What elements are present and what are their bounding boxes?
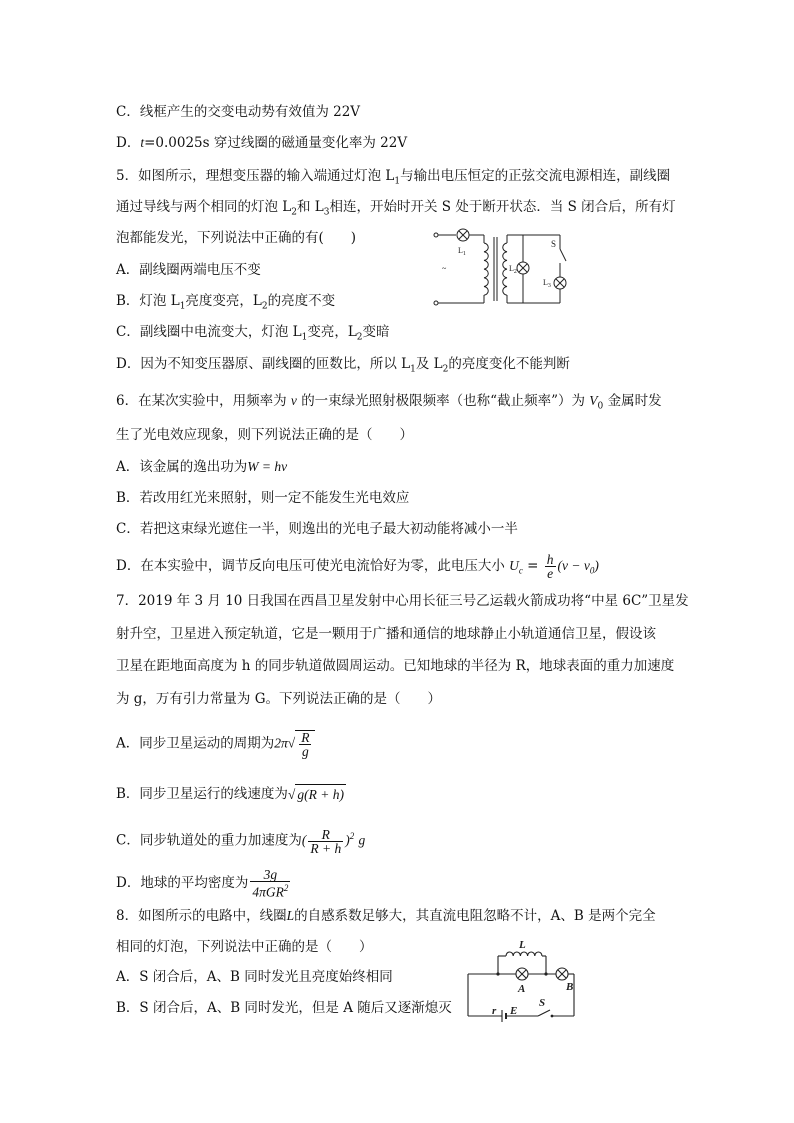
label-l1: $L_1$ xyxy=(458,246,466,257)
q7-option-c: C．同步轨道处的重力加速度为( $\frac{R}{R + h}$ )$^2$ g xyxy=(116,826,366,856)
label-l3: $L_3$ xyxy=(543,278,551,289)
fraction-h-over-e: $\frac{h}{e}$ xyxy=(546,552,554,581)
label-e: E xyxy=(510,1005,518,1017)
q6-option-a: A．该金属的逸出功为W = hν xyxy=(116,459,288,475)
switch-s xyxy=(560,249,566,261)
q7-option-a: A．同步卫星运动的周期为2π√ $\frac{R}{g}$ xyxy=(116,730,315,758)
q4-option-d: D．t=0.0025s 穿过线圈的磁通量变化率为 22V xyxy=(116,135,408,151)
q7-option-b: B．同步卫星运行的线速度为√ g(R + h) xyxy=(116,784,346,805)
q8-stem-line1: 8．如图所示的电路中，线圈L的自感系数足够大，其直流电阻忽略不计，A、B 是两个完全 xyxy=(116,908,656,924)
q5-option-b: B．灯泡 $L_1$亮度变亮，$L_2$的亮度不变 xyxy=(116,293,336,312)
q5-stem-line1: 5．如图所示，理想变压器的输入端通过灯泡 $L_1$与输出电压恒定的正弦交流电源相连，副线圈 xyxy=(116,168,671,187)
q5-option-d: D．因为不知变压器原、副线圈的匝数比，所以 $L_1$及 $L_2$的亮度变化不能判断 xyxy=(116,356,570,375)
q6-stem-line2: 生了光电效应现象，则下列说法正确的是（ ） xyxy=(116,427,413,443)
label-b: B xyxy=(566,981,574,993)
q6-stem-line1: 6．在某次实验中，用频率为 ν 的一束绿光照射极限频率（也称“截止频率”）为 $V_0$ 金属时发 xyxy=(116,393,662,412)
q7-option-d: D．地球的平均密度为 $\frac{3g}{4\pi GR^2}$ xyxy=(116,867,289,900)
q8-option-a: A．S 闭合后，A、B 同时发光且亮度始终相同 xyxy=(116,969,393,985)
q4-option-c: C．线框产生的交变电动势有效值为 22V xyxy=(116,104,361,120)
label-r: r xyxy=(492,1005,497,1017)
sqrt-r-over-g: √ $\frac{R}{g}$ xyxy=(288,730,316,758)
q8-stem-line2: 相同的灯泡，下列说法中正确的是（ ） xyxy=(116,939,373,955)
q6-option-c: C．若把这束绿光遮住一半，则逸出的光电子最大初动能将减小一半 xyxy=(116,521,518,537)
q5-stem-line3: 泡都能发光，下列说法中正确的有( ) xyxy=(116,230,357,246)
inductor-circuit-diagram xyxy=(462,934,582,1022)
sqrt-g-r-plus-h: √ g(R + h) xyxy=(288,784,346,805)
transformer-circuit-diagram xyxy=(432,227,580,309)
q5-option-c: C．副线圈中电流变大，灯泡 $L_1$变亮，$L_2$变暗 xyxy=(116,324,390,343)
q7-stem-line2: 射升空，卫星进入预定轨道，它是一颗用于广播和通信的地球静止小轨道通信卫星，假设该 xyxy=(116,626,656,642)
q5-stem-line2: 通过导线与两个相同的灯泡 $L_2$和 $L_3$相连，开始时开关 S 处于断开状态．当 S 闭合后，所有灯 xyxy=(116,199,676,218)
q8-option-b: B．S 闭合后，A、B 同时发光，但是 A 随后又逐渐熄灭 xyxy=(116,1000,452,1016)
q6-option-d: D．在本实验中，调节反向电压可使光电流恰好为零，此电压大小 $U_c$ = $\frac{h}{e}$ $(\nu - \nu_0)$ xyxy=(116,552,599,581)
inductor-coil xyxy=(506,952,542,956)
q6-option-b: B．若改用红光来照射，则一定不能发生光电效应 xyxy=(116,490,410,506)
fraction-r-over-r-plus-h: $\frac{R}{R + h}$ xyxy=(310,826,342,856)
q7-stem-line4: 为 g，万有引力常量为 G。下列说法正确的是（ ） xyxy=(116,691,442,707)
label-a: A xyxy=(518,983,526,995)
q7-stem-line3: 卫星在距地面高度为 h 的同步轨道做圆周运动。已知地球的半径为 R，地球表面的重力加速度 xyxy=(116,658,675,674)
fraction-density: $\frac{3g}{4\pi GR^2}$ xyxy=(252,867,289,900)
label-s: S xyxy=(551,239,557,249)
label-s: S xyxy=(539,997,546,1009)
ac-source-symbol: ~ xyxy=(442,264,447,273)
label-l2: $L_2$ xyxy=(509,264,517,275)
q7-stem-line1: 7．2019 年 3 月 10 日我国在西昌卫星发射中心用长征三号乙运载火箭成功将“中星 6C”卫星发 xyxy=(116,593,689,609)
label-l: L xyxy=(519,939,526,951)
switch-s xyxy=(538,1010,550,1016)
q5-option-a: A．副线圈两端电压不变 xyxy=(116,262,261,278)
